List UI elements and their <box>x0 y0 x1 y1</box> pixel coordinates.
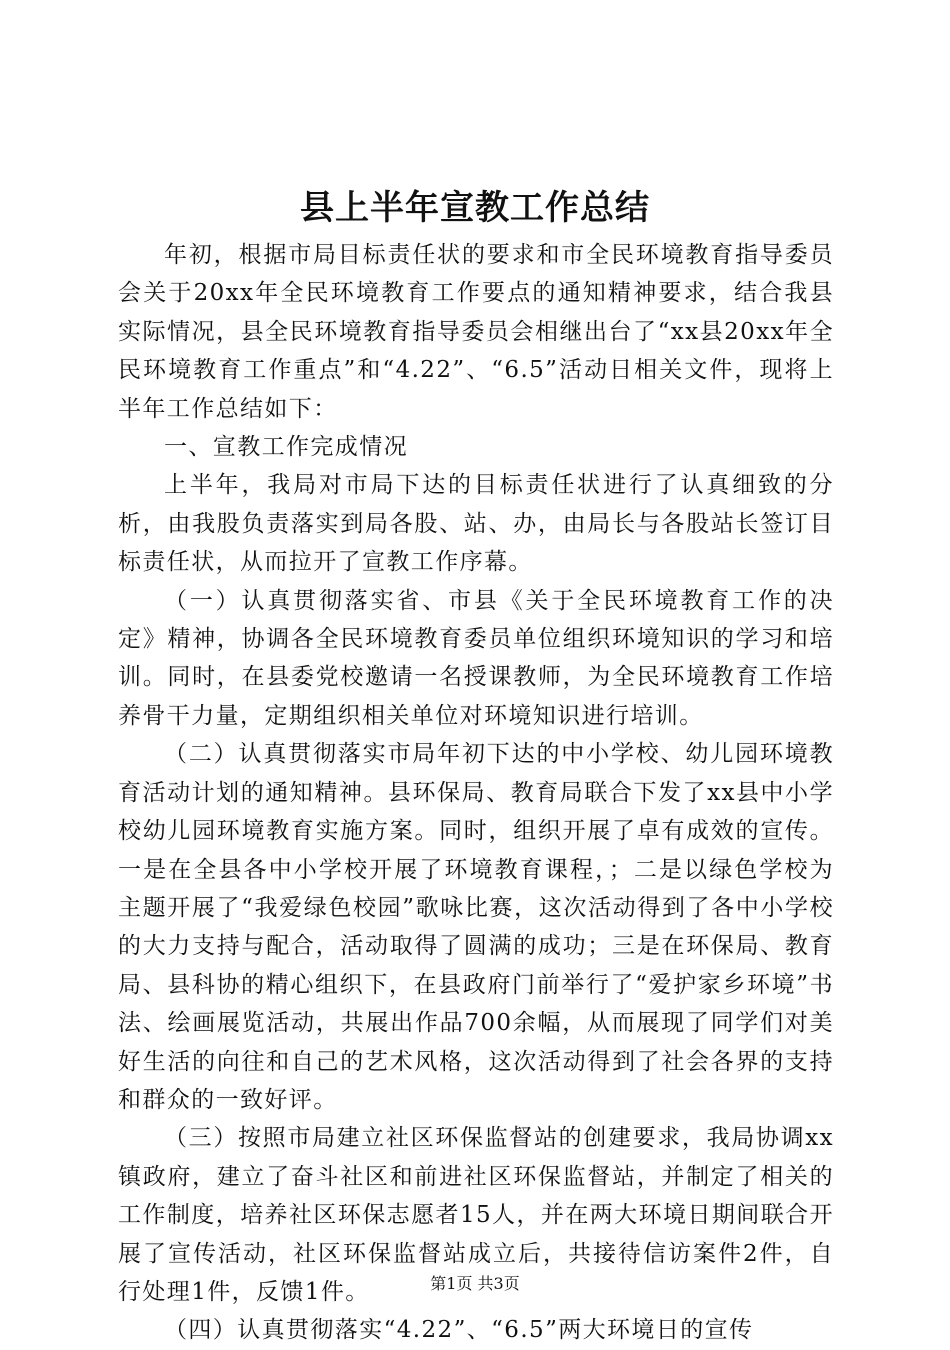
body-paragraph: 上半年，我局对市局下达的目标责任状进行了认真细致的分析，由我股负责落实到局各股、站、办，由局长与各股站长签订目标责任状，从而拉开了宣教工作序幕。 <box>118 472 834 576</box>
item-paragraph-2: （二）认真贯彻落实市局年初下达的中小学校、幼儿园环境教育活动计划的通知精神。县环保局、教育局联合下发了xx县中小学校幼儿园环境教育实施方案。同时，组织开展了卓有成效的宣传。一是在全县各中小学校开展了环境教育课程，；二是以绿色学校为主题开展了“我爱绿色校园”歌咏比赛，这次活动得到了各中小学校的大力支持与配合，活动取得了圆满的成功；三是在环保局、教育局、县科协的精心组织下，在县政府门前举行了“爱护家乡环境”书法、绘画展览活动，共展出作品700余幅，从而展现了同学们对美好生活的向往和自己的艺术风格，这次活动得到了社会各界的支持和群众的一致好评。 <box>118 741 834 1113</box>
item-paragraph-3: （三）按照市局建立社区环保监督站的创建要求，我局协调xx镇政府，建立了奋斗社区和前进社区环保监督站，并制定了相关的工作制度，培养社区环保志愿者15人，并在两大环境日期间联合开展了宣传活动，社区环保监督站成立后，共接待信访案件2件，自行处理1件，反馈1件。 <box>118 1125 834 1305</box>
item-paragraph-4: （四）认真贯彻落实“4.22”、“6.5”两大环境日的宣传 <box>164 1317 754 1344</box>
document-body <box>118 236 834 1350</box>
document-title: 县上半年宣教工作总结 <box>300 188 650 228</box>
item-paragraph-1: （一）认真贯彻落实省、市县《关于全民环境教育工作的决定》精神，协调各全民环境教育委员单位组织环境知识的学习和培训。同时，在县委党校邀请一名授课教师，为全民环境教育工作培养骨干力量，定期组织相关单位对环境知识进行培训。 <box>118 587 834 729</box>
section-heading: 一、宣教工作完成情况 <box>164 434 408 461</box>
intro-paragraph: 年初，根据市局目标责任状的要求和市全民环境教育指导委员会关于20xx年全民环境教育工作要点的通知精神要求，结合我县实际情况，县全民环境教育指导委员会相继出台了“xx县20xx年全民环境教育工作重点”和“4.22”、“6.5”活动日相关文件，现将上半年工作总结如下： <box>118 242 834 422</box>
page-footer: 第1页 共3页 <box>430 1274 520 1293</box>
